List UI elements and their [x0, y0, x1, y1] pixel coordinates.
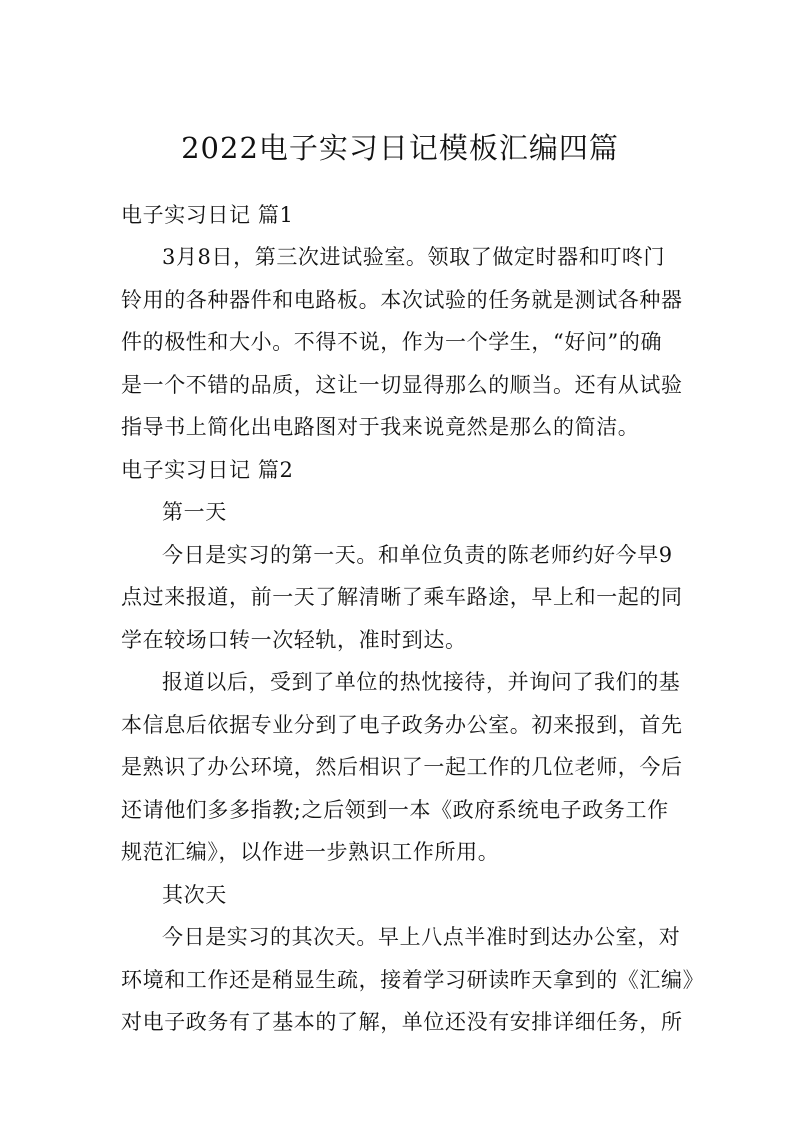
paragraph-line: 今日是实习的其次天。早上八点半准时到达办公室，对 — [162, 925, 681, 949]
paragraph-line: 是熟识了办公环境，然后相识了一起工作的几位老师，今后 — [121, 755, 683, 779]
section-heading-1: 电子实习日记 篇1 — [121, 203, 294, 227]
paragraph-line: 报道以后，受到了单位的热忱接待，并询问了我们的基 — [162, 670, 681, 694]
paragraph-line: 是一个不错的品质，这让一切显得那么的顺当。还有从试验 — [121, 373, 683, 397]
document-title: 2022电子实习日记模板汇编四篇 — [181, 131, 619, 165]
section-heading-2: 电子实习日记 篇2 — [121, 458, 294, 482]
paragraph-line: 点过来报道，前一天了解清晰了乘车路途，早上和一起的同 — [121, 585, 683, 609]
day-heading: 其次天 — [162, 883, 227, 907]
paragraph-line: 铃用的各种器件和电路板。本次试验的任务就是测试各种器 — [121, 288, 683, 312]
paragraph-line: 今日是实习的第一天。和单位负责的陈老师约好今早9 — [162, 543, 673, 567]
paragraph-line: 对电子政务有了基本的了解，单位还没有安排详细任务，所 — [121, 1010, 683, 1034]
paragraph-line: 还请他们多多指教;之后领到一本《政府系统电子政务工作 — [121, 798, 669, 822]
paragraph-line: 指导书上简化出电路图对于我来说竟然是那么的简洁。 — [121, 415, 640, 439]
paragraph-line: 件的极性和大小。不得不说，作为一个学生，“好问”的确 — [121, 330, 663, 354]
paragraph-line: 环境和工作还是稍显生疏，接着学习研读昨天拿到的《汇编》 — [121, 968, 705, 992]
paragraph-line: 规范汇编》，以作进一步熟识工作所用。 — [121, 840, 500, 864]
paragraph-line: 学在较场口转一次轻轨，准时到达。 — [121, 628, 467, 652]
day-heading: 第一天 — [162, 500, 227, 524]
paragraph-line: 3月8日，第三次进试验室。领取了做定时器和叮咚门 — [162, 245, 666, 269]
paragraph-line: 本信息后依据专业分到了电子政务办公室。初来报到，首先 — [121, 713, 683, 737]
